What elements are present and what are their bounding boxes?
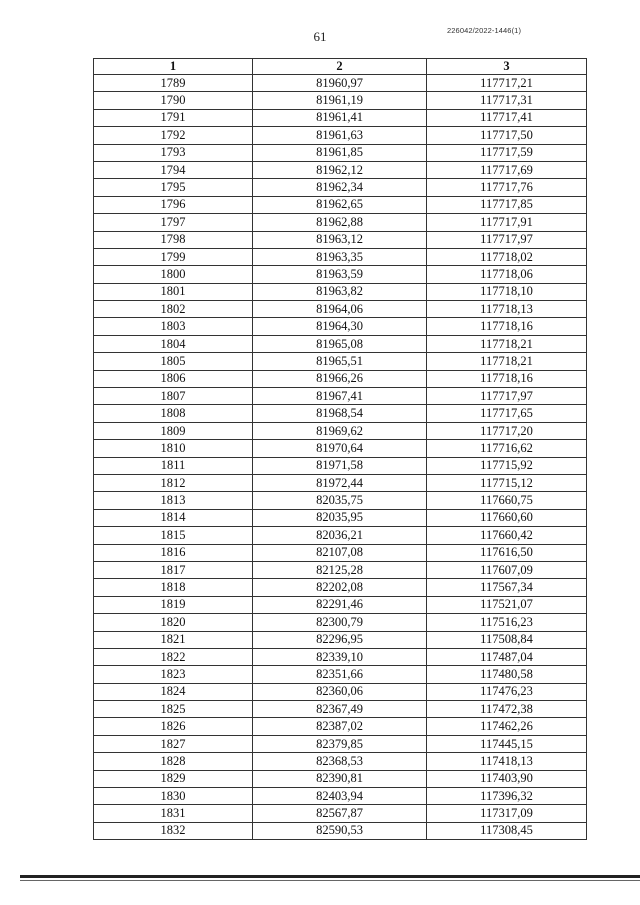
table-row: [94, 527, 587, 544]
cell-point-number: 1832: [94, 822, 253, 839]
cell-x-coordinate: 81970,64: [253, 440, 427, 457]
table-row: [94, 561, 587, 578]
cell-y-coordinate: 117396,32: [427, 788, 587, 805]
table-row: [94, 509, 587, 526]
cell-y-coordinate: 117660,42: [427, 527, 587, 544]
table-row: [94, 596, 587, 613]
table-row: [94, 335, 587, 352]
table-row: [94, 161, 587, 178]
cell-x-coordinate: 82387,02: [253, 718, 427, 735]
cell-y-coordinate: 117480,58: [427, 666, 587, 683]
cell-x-coordinate: 82567,87: [253, 805, 427, 822]
cell-point-number: 1804: [94, 335, 253, 352]
cell-x-coordinate: 81969,62: [253, 422, 427, 439]
cell-x-coordinate: 82339,10: [253, 648, 427, 665]
table-row: [94, 753, 587, 770]
table-row: [94, 231, 587, 248]
cell-point-number: 1817: [94, 561, 253, 578]
cell-x-coordinate: 82360,06: [253, 683, 427, 700]
column-header-y: 3: [427, 59, 587, 75]
cell-y-coordinate: 117718,21: [427, 335, 587, 352]
cell-x-coordinate: 81963,35: [253, 248, 427, 265]
cell-x-coordinate: 81960,97: [253, 75, 427, 92]
page-number: 61: [313, 29, 327, 44]
table-row: [94, 492, 587, 509]
table-body: [94, 75, 587, 840]
cell-x-coordinate: 81966,26: [253, 370, 427, 387]
table-row: [94, 353, 587, 370]
cell-y-coordinate: 117660,75: [427, 492, 587, 509]
cell-x-coordinate: 81961,85: [253, 144, 427, 161]
cell-point-number: 1793: [94, 144, 253, 161]
table-row: [94, 788, 587, 805]
cell-x-coordinate: 82368,53: [253, 753, 427, 770]
table-row: [94, 75, 587, 92]
table-row: [94, 179, 587, 196]
cell-x-coordinate: 82291,46: [253, 596, 427, 613]
cell-point-number: 1815: [94, 527, 253, 544]
cell-point-number: 1796: [94, 196, 253, 213]
coordinates-table: [93, 58, 587, 840]
cell-y-coordinate: 117616,50: [427, 544, 587, 561]
cell-y-coordinate: 117508,84: [427, 631, 587, 648]
cell-y-coordinate: 117521,07: [427, 596, 587, 613]
cell-x-coordinate: 81962,34: [253, 179, 427, 196]
cell-point-number: 1789: [94, 75, 253, 92]
cell-point-number: 1797: [94, 214, 253, 231]
table-row: [94, 127, 587, 144]
cell-x-coordinate: 82367,49: [253, 701, 427, 718]
cell-point-number: 1830: [94, 788, 253, 805]
table-row: [94, 440, 587, 457]
cell-y-coordinate: 117716,62: [427, 440, 587, 457]
cell-point-number: 1801: [94, 283, 253, 300]
cell-y-coordinate: 117476,23: [427, 683, 587, 700]
cell-point-number: 1809: [94, 422, 253, 439]
cell-y-coordinate: 117403,90: [427, 770, 587, 787]
cell-y-coordinate: 117717,21: [427, 75, 587, 92]
cell-point-number: 1822: [94, 648, 253, 665]
cell-point-number: 1811: [94, 457, 253, 474]
table-row: [94, 631, 587, 648]
cell-point-number: 1812: [94, 474, 253, 491]
table-row: [94, 318, 587, 335]
cell-x-coordinate: 81971,58: [253, 457, 427, 474]
cell-x-coordinate: 82296,95: [253, 631, 427, 648]
cell-x-coordinate: 82390,81: [253, 770, 427, 787]
cell-point-number: 1795: [94, 179, 253, 196]
table-row: [94, 370, 587, 387]
cell-point-number: 1824: [94, 683, 253, 700]
table-row: [94, 770, 587, 787]
cell-y-coordinate: 117516,23: [427, 614, 587, 631]
cell-point-number: 1823: [94, 666, 253, 683]
cell-point-number: 1799: [94, 248, 253, 265]
table-row: [94, 144, 587, 161]
cell-y-coordinate: 117717,97: [427, 231, 587, 248]
table-row: [94, 214, 587, 231]
cell-y-coordinate: 117717,97: [427, 388, 587, 405]
cell-y-coordinate: 117462,26: [427, 718, 587, 735]
table-row: [94, 718, 587, 735]
cell-x-coordinate: 81963,59: [253, 266, 427, 283]
table-row: [94, 805, 587, 822]
cell-y-coordinate: 117472,38: [427, 701, 587, 718]
cell-point-number: 1820: [94, 614, 253, 631]
cell-y-coordinate: 117445,15: [427, 735, 587, 752]
cell-y-coordinate: 117717,76: [427, 179, 587, 196]
table-row: [94, 248, 587, 265]
cell-x-coordinate: 82590,53: [253, 822, 427, 839]
cell-x-coordinate: 81962,65: [253, 196, 427, 213]
cell-point-number: 1818: [94, 579, 253, 596]
table-row: [94, 474, 587, 491]
cell-point-number: 1831: [94, 805, 253, 822]
table-row: [94, 648, 587, 665]
table-row: [94, 266, 587, 283]
cell-x-coordinate: 82125,28: [253, 561, 427, 578]
cell-point-number: 1816: [94, 544, 253, 561]
table-row: [94, 544, 587, 561]
table-row: [94, 822, 587, 839]
cell-point-number: 1790: [94, 92, 253, 109]
cell-x-coordinate: 81965,08: [253, 335, 427, 352]
cell-x-coordinate: 82035,75: [253, 492, 427, 509]
cell-x-coordinate: 81968,54: [253, 405, 427, 422]
cell-y-coordinate: 117717,85: [427, 196, 587, 213]
cell-x-coordinate: 82379,85: [253, 735, 427, 752]
cell-x-coordinate: 81961,63: [253, 127, 427, 144]
cell-point-number: 1813: [94, 492, 253, 509]
table-header-row: [94, 59, 587, 75]
table-row: [94, 109, 587, 126]
cell-y-coordinate: 117718,06: [427, 266, 587, 283]
cell-point-number: 1821: [94, 631, 253, 648]
cell-y-coordinate: 117607,09: [427, 561, 587, 578]
cell-y-coordinate: 117717,65: [427, 405, 587, 422]
cell-x-coordinate: 81963,12: [253, 231, 427, 248]
table-row: [94, 579, 587, 596]
cell-point-number: 1807: [94, 388, 253, 405]
cell-point-number: 1806: [94, 370, 253, 387]
cell-point-number: 1827: [94, 735, 253, 752]
table-row: [94, 283, 587, 300]
cell-y-coordinate: 117317,09: [427, 805, 587, 822]
cell-y-coordinate: 117718,16: [427, 370, 587, 387]
cell-point-number: 1819: [94, 596, 253, 613]
cell-y-coordinate: 117717,91: [427, 214, 587, 231]
cell-y-coordinate: 117717,20: [427, 422, 587, 439]
table-row: [94, 301, 587, 318]
cell-x-coordinate: 81967,41: [253, 388, 427, 405]
cell-y-coordinate: 117418,13: [427, 753, 587, 770]
cell-point-number: 1803: [94, 318, 253, 335]
cell-point-number: 1792: [94, 127, 253, 144]
cell-x-coordinate: 81961,19: [253, 92, 427, 109]
cell-point-number: 1802: [94, 301, 253, 318]
cell-x-coordinate: 81972,44: [253, 474, 427, 491]
table-row: [94, 735, 587, 752]
cell-x-coordinate: 81963,82: [253, 283, 427, 300]
table-row: [94, 196, 587, 213]
cell-x-coordinate: 82300,79: [253, 614, 427, 631]
cell-x-coordinate: 82036,21: [253, 527, 427, 544]
cell-y-coordinate: 117308,45: [427, 822, 587, 839]
cell-y-coordinate: 117718,02: [427, 248, 587, 265]
table-row: [94, 666, 587, 683]
cell-x-coordinate: 81962,12: [253, 161, 427, 178]
cell-y-coordinate: 117717,50: [427, 127, 587, 144]
cell-point-number: 1798: [94, 231, 253, 248]
table-row: [94, 92, 587, 109]
table-row: [94, 701, 587, 718]
cell-x-coordinate: 81962,88: [253, 214, 427, 231]
cell-y-coordinate: 117567,34: [427, 579, 587, 596]
footer-rule-thin: [20, 880, 640, 881]
table-row: [94, 422, 587, 439]
cell-y-coordinate: 117715,92: [427, 457, 587, 474]
table-row: [94, 683, 587, 700]
cell-x-coordinate: 82107,08: [253, 544, 427, 561]
cell-point-number: 1810: [94, 440, 253, 457]
cell-y-coordinate: 117715,12: [427, 474, 587, 491]
cell-y-coordinate: 117717,69: [427, 161, 587, 178]
cell-y-coordinate: 117660,60: [427, 509, 587, 526]
cell-point-number: 1825: [94, 701, 253, 718]
cell-point-number: 1828: [94, 753, 253, 770]
cell-x-coordinate: 82035,95: [253, 509, 427, 526]
cell-y-coordinate: 117718,21: [427, 353, 587, 370]
cell-x-coordinate: 82403,94: [253, 788, 427, 805]
cell-point-number: 1800: [94, 266, 253, 283]
cell-x-coordinate: 82351,66: [253, 666, 427, 683]
cell-y-coordinate: 117717,41: [427, 109, 587, 126]
cell-point-number: 1805: [94, 353, 253, 370]
table-row: [94, 614, 587, 631]
document-code: 226042/2022-1446(1): [447, 26, 522, 35]
table-row: [94, 405, 587, 422]
cell-x-coordinate: 81961,41: [253, 109, 427, 126]
column-header-point: 1: [94, 59, 253, 75]
column-header-x: 2: [253, 59, 427, 75]
table-row: [94, 457, 587, 474]
cell-point-number: 1808: [94, 405, 253, 422]
cell-x-coordinate: 81965,51: [253, 353, 427, 370]
cell-y-coordinate: 117717,59: [427, 144, 587, 161]
cell-y-coordinate: 117718,10: [427, 283, 587, 300]
cell-x-coordinate: 82202,08: [253, 579, 427, 596]
cell-x-coordinate: 81964,06: [253, 301, 427, 318]
cell-point-number: 1814: [94, 509, 253, 526]
cell-y-coordinate: 117718,13: [427, 301, 587, 318]
cell-point-number: 1826: [94, 718, 253, 735]
cell-y-coordinate: 117718,16: [427, 318, 587, 335]
cell-y-coordinate: 117487,04: [427, 648, 587, 665]
cell-x-coordinate: 81964,30: [253, 318, 427, 335]
cell-point-number: 1794: [94, 161, 253, 178]
footer-rule: [20, 875, 640, 878]
cell-point-number: 1791: [94, 109, 253, 126]
table-row: [94, 388, 587, 405]
cell-y-coordinate: 117717,31: [427, 92, 587, 109]
cell-point-number: 1829: [94, 770, 253, 787]
